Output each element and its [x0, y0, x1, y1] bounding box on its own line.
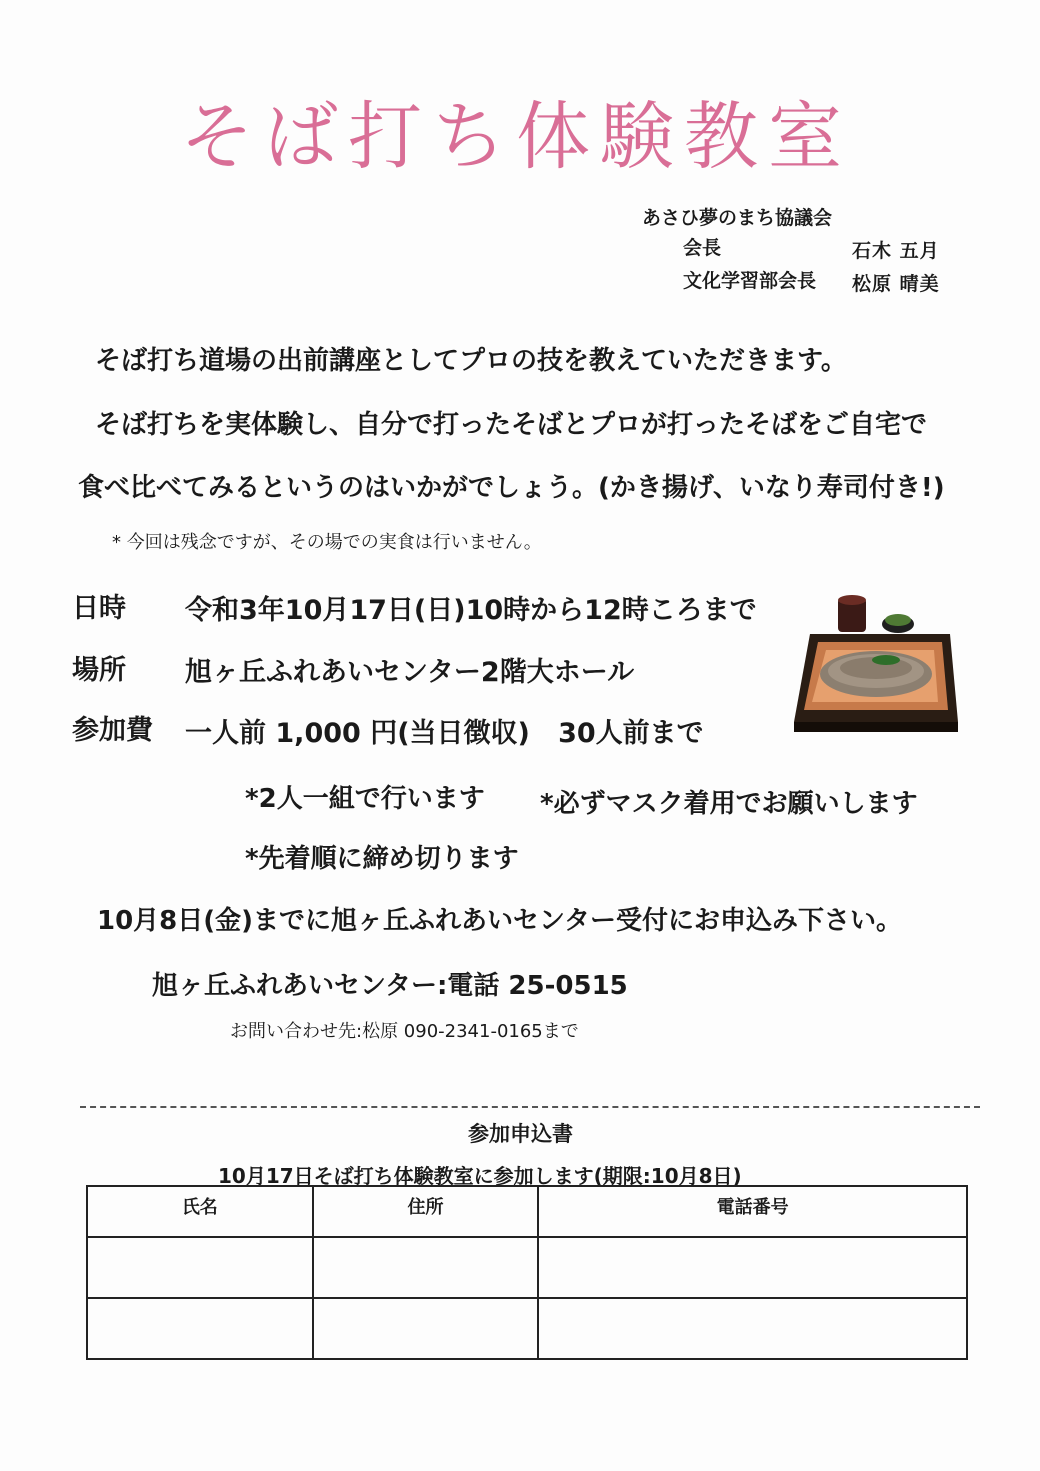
table-row: [87, 1237, 967, 1298]
page-title: そば打ち体験教室: [180, 94, 852, 180]
phone-field[interactable]: [538, 1298, 967, 1359]
table-row: [87, 1298, 967, 1359]
date-label: 日時: [72, 593, 126, 624]
name-field[interactable]: [87, 1298, 313, 1359]
place-value: 旭ヶ丘ふれあいセンター2階大ホール: [185, 657, 635, 688]
form-header-row: [87, 1186, 967, 1237]
place-label: 場所: [72, 655, 126, 686]
fee-label: 参加費: [72, 715, 153, 746]
fee-value: 一人前 1,000 円(当日徴収) 30人前まで: [185, 718, 704, 749]
intro-line-3: 食べ比べてみるというのはいかがでしょう。(かき揚げ、いなり寿司付き!): [78, 473, 945, 503]
note-pairs: *2人一組で行います: [245, 784, 485, 814]
note-first-come: *先着順に締め切ります: [245, 844, 519, 874]
application-form-table: [86, 1185, 968, 1360]
apply-phone: 旭ヶ丘ふれあいセンター:電話 25-0515: [152, 971, 628, 1001]
apply-deadline: 10月8日(金)までに旭ヶ丘ふれあいセンター受付にお申込み下さい。: [97, 906, 902, 936]
apply-contact: お問い合わせ先:松原 090-2341-0165まで: [230, 1021, 579, 1042]
intro-line-2: そば打ちを実体験し、自分で打ったそばとプロが打ったそばをご自宅で: [95, 410, 928, 440]
column-header-address: 住所: [313, 1186, 539, 1237]
column-header-phone: 電話番号: [538, 1186, 967, 1237]
organizer-role-chair: 会長: [683, 237, 722, 259]
organizer-chair-name: 石木 五月: [852, 240, 940, 262]
intro-note: * 今回は残念ですが、その場での実食は行いません。: [112, 532, 542, 553]
column-header-name: 氏名: [87, 1186, 313, 1237]
organizer-role-culture: 文化学習部会長: [683, 270, 817, 292]
zaru-soba-icon: [790, 592, 960, 742]
intro-line-1: そば打ち道場の出前講座としてプロの技を教えていただきます。: [95, 346, 847, 376]
phone-field[interactable]: [538, 1237, 967, 1298]
address-field[interactable]: [313, 1237, 539, 1298]
date-value: 令和3年10月17日(日)10時から12時ころまで: [185, 595, 757, 626]
form-title: 参加申込書: [468, 1122, 573, 1146]
organizer-name: あさひ夢のまち協議会: [642, 207, 833, 229]
name-field[interactable]: [87, 1237, 313, 1298]
address-field[interactable]: [313, 1298, 539, 1359]
cut-line: [80, 1106, 980, 1108]
form-subtitle: 10月17日そば打ち体験教室に参加します(期限:10月8日): [218, 1164, 742, 1188]
note-mask: *必ずマスク着用でお願いします: [540, 789, 918, 819]
organizer-culture-name: 松原 晴美: [852, 273, 940, 295]
